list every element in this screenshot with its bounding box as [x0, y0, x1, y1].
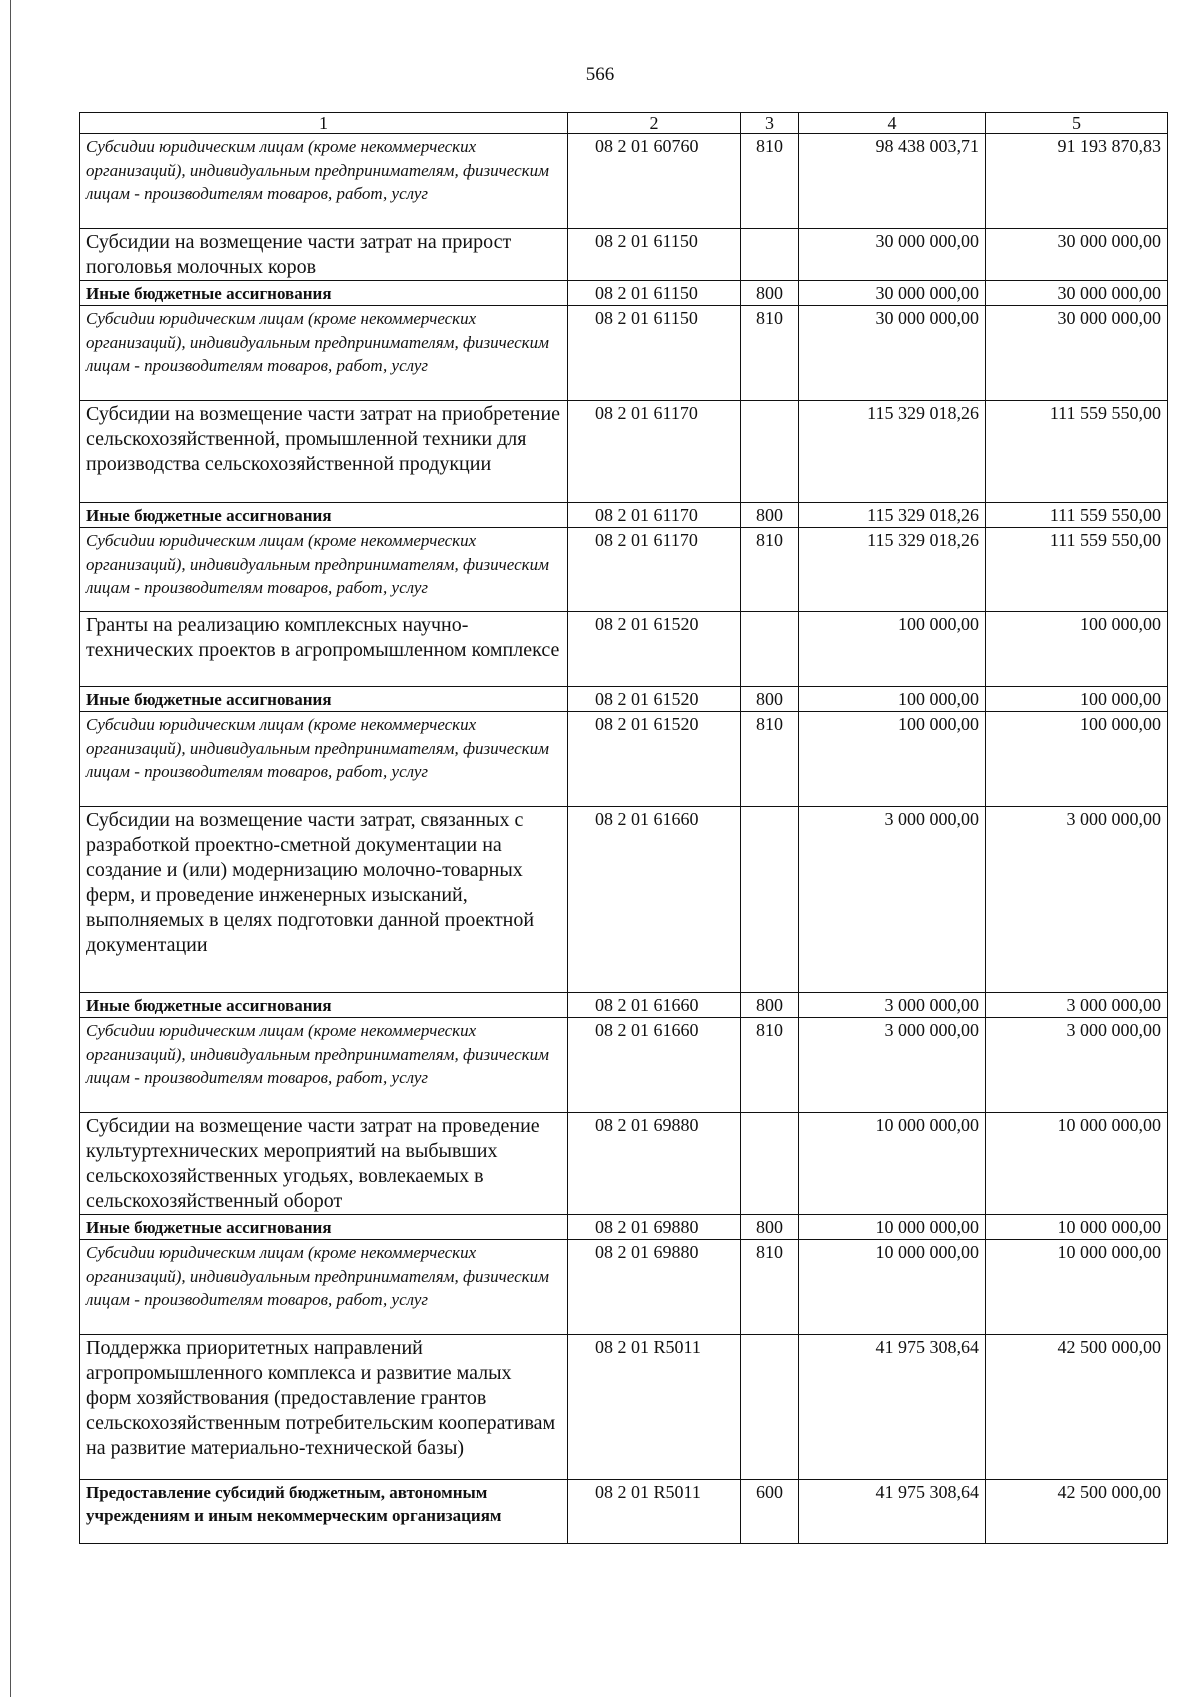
table-row [80, 503, 1168, 528]
budget-code: 08 2 01 61520 [568, 687, 741, 712]
table-row [80, 1215, 1168, 1240]
amount-year-1: 115 329 018,26 [799, 401, 986, 503]
table-row [80, 528, 1168, 612]
expense-type-code: 800 [741, 993, 799, 1018]
budget-code: 08 2 01 61170 [568, 528, 741, 612]
budget-code: 08 2 01 60760 [568, 134, 741, 229]
budget-code: 08 2 01 61150 [568, 281, 741, 306]
table-row [80, 807, 1168, 993]
amount-year-2: 111 559 550,00 [986, 401, 1168, 503]
expense-type-code: 810 [741, 1018, 799, 1113]
budget-item-name: Субсидии юридическим лицам (кроме некоммерческих организаций), индивидуальным предпринимателям, физическим лицам - производителям товаров, работ, услуг [80, 134, 568, 229]
table-row [80, 1335, 1168, 1480]
amount-year-2: 30 000 000,00 [986, 229, 1168, 281]
budget-code: 08 2 01 R5011 [568, 1480, 741, 1544]
table-row [80, 993, 1168, 1018]
budget-item-name: Субсидии на возмещение части затрат на проведение культуртехнических мероприятий на выбывших сельскохозяйственных угодьях, вовлекаемых в сельскохозяйственный оборот [80, 1113, 568, 1215]
budget-item-name: Поддержка приоритетных направлений агропромышленного комплекса и развитие малых форм хозяйствования (предоставление грантов сельскохозяйственным потребительским кооперативам на развитие материально-технической базы) [80, 1335, 568, 1480]
table-row [80, 306, 1168, 401]
table-row [80, 687, 1168, 712]
amount-year-2: 111 559 550,00 [986, 503, 1168, 528]
amount-year-1: 3 000 000,00 [799, 807, 986, 993]
budget-code: 08 2 01 61660 [568, 1018, 741, 1113]
expense-type-code [741, 229, 799, 281]
budget-code: 08 2 01 69880 [568, 1113, 741, 1215]
amount-year-2: 3 000 000,00 [986, 993, 1168, 1018]
amount-year-1: 41 975 308,64 [799, 1335, 986, 1480]
amount-year-2: 3 000 000,00 [986, 807, 1168, 993]
budget-item-name: Гранты на реализацию комплексных научно-технических проектов в агропромышленном комплексе [80, 612, 568, 687]
table-row [80, 1240, 1168, 1335]
budget-item-name: Субсидии на возмещение части затрат на приобретение сельскохозяйственной, промышленной техники для производства сельскохозяйственной продукции [80, 401, 568, 503]
budget-code: 08 2 01 61520 [568, 712, 741, 807]
amount-year-1: 41 975 308,64 [799, 1480, 986, 1544]
budget-item-name: Субсидии юридическим лицам (кроме некоммерческих организаций), индивидуальным предпринимателям, физическим лицам - производителям товаров, работ, услуг [80, 1240, 568, 1335]
budget-item-name: Субсидии юридическим лицам (кроме некоммерческих организаций), индивидуальным предпринимателям, физическим лицам - производителям товаров, работ, услуг [80, 1018, 568, 1113]
budget-code: 08 2 01 61170 [568, 401, 741, 503]
expense-type-code: 810 [741, 306, 799, 401]
amount-year-1: 115 329 018,26 [799, 503, 986, 528]
table-row [80, 1480, 1168, 1544]
expense-type-code: 810 [741, 712, 799, 807]
budget-code: 08 2 01 69880 [568, 1240, 741, 1335]
header-cell: 4 [799, 113, 986, 134]
budget-item-name: Иные бюджетные ассигнования [80, 993, 568, 1018]
budget-item-name: Субсидии на возмещение части затрат на прирост поголовья молочных коров [80, 229, 568, 281]
amount-year-2: 91 193 870,83 [986, 134, 1168, 229]
budget-code: 08 2 01 61150 [568, 229, 741, 281]
budget-code: 08 2 01 61660 [568, 993, 741, 1018]
expense-type-code [741, 401, 799, 503]
budget-code: 08 2 01 61520 [568, 612, 741, 687]
budget-code: 08 2 01 69880 [568, 1215, 741, 1240]
amount-year-1: 10 000 000,00 [799, 1240, 986, 1335]
amount-year-1: 100 000,00 [799, 712, 986, 807]
expense-type-code [741, 1113, 799, 1215]
amount-year-1: 30 000 000,00 [799, 306, 986, 401]
budget-code: 08 2 01 61170 [568, 503, 741, 528]
page-number: 566 [585, 64, 615, 85]
expense-type-code: 800 [741, 1215, 799, 1240]
amount-year-1: 115 329 018,26 [799, 528, 986, 612]
table-row [80, 712, 1168, 807]
amount-year-2: 3 000 000,00 [986, 1018, 1168, 1113]
amount-year-1: 10 000 000,00 [799, 1113, 986, 1215]
table-row [80, 401, 1168, 503]
table-row [80, 281, 1168, 306]
budget-item-name: Субсидии юридическим лицам (кроме некоммерческих организаций), индивидуальным предпринимателям, физическим лицам - производителям товаров, работ, услуг [80, 712, 568, 807]
budget-table-body [80, 113, 1168, 1544]
expense-type-code: 800 [741, 687, 799, 712]
amount-year-2: 100 000,00 [986, 712, 1168, 807]
budget-item-name: Субсидии на возмещение части затрат, связанных с разработкой проектно-сметной документации на создание и (или) модернизацию молочно-товарных ферм, и проведение инженерных изысканий, выполняемых в целях подготовки данной проектной документации [80, 807, 568, 993]
budget-item-name: Иные бюджетные ассигнования [80, 503, 568, 528]
budget-item-name: Субсидии юридическим лицам (кроме некоммерческих организаций), индивидуальным предпринимателям, физическим лицам - производителям товаров, работ, услуг [80, 528, 568, 612]
amount-year-1: 100 000,00 [799, 612, 986, 687]
header-cell: 2 [568, 113, 741, 134]
expense-type-code: 800 [741, 503, 799, 528]
expense-type-code [741, 612, 799, 687]
table-row [80, 1113, 1168, 1215]
amount-year-1: 3 000 000,00 [799, 993, 986, 1018]
table-row [80, 612, 1168, 687]
budget-code: 08 2 01 61150 [568, 306, 741, 401]
expense-type-code: 810 [741, 134, 799, 229]
amount-year-2: 10 000 000,00 [986, 1240, 1168, 1335]
amount-year-1: 30 000 000,00 [799, 229, 986, 281]
amount-year-2: 111 559 550,00 [986, 528, 1168, 612]
budget-item-name: Иные бюджетные ассигнования [80, 1215, 568, 1240]
amount-year-2: 30 000 000,00 [986, 306, 1168, 401]
amount-year-1: 3 000 000,00 [799, 1018, 986, 1113]
budget-item-name: Предоставление субсидий бюджетным, автономным учреждениям и иным некоммерческим организациям [80, 1480, 568, 1544]
budget-table [79, 112, 1168, 1544]
expense-type-code [741, 807, 799, 993]
amount-year-2: 100 000,00 [986, 612, 1168, 687]
expense-type-code: 810 [741, 528, 799, 612]
expense-type-code [741, 1335, 799, 1480]
amount-year-1: 98 438 003,71 [799, 134, 986, 229]
header-cell: 1 [80, 113, 568, 134]
table-row [80, 1018, 1168, 1113]
header-cell: 3 [741, 113, 799, 134]
budget-item-name: Иные бюджетные ассигнования [80, 281, 568, 306]
amount-year-2: 10 000 000,00 [986, 1113, 1168, 1215]
header-row [80, 113, 1168, 134]
amount-year-2: 42 500 000,00 [986, 1335, 1168, 1480]
expense-type-code: 800 [741, 281, 799, 306]
amount-year-2: 100 000,00 [986, 687, 1168, 712]
budget-item-name: Иные бюджетные ассигнования [80, 687, 568, 712]
budget-code: 08 2 01 R5011 [568, 1335, 741, 1480]
expense-type-code: 600 [741, 1480, 799, 1544]
amount-year-2: 10 000 000,00 [986, 1215, 1168, 1240]
amount-year-2: 30 000 000,00 [986, 281, 1168, 306]
amount-year-1: 100 000,00 [799, 687, 986, 712]
header-cell: 5 [986, 113, 1168, 134]
amount-year-2: 42 500 000,00 [986, 1480, 1168, 1544]
amount-year-1: 10 000 000,00 [799, 1215, 986, 1240]
table-row [80, 229, 1168, 281]
budget-code: 08 2 01 61660 [568, 807, 741, 993]
expense-type-code: 810 [741, 1240, 799, 1335]
budget-item-name: Субсидии юридическим лицам (кроме некоммерческих организаций), индивидуальным предпринимателям, физическим лицам - производителям товаров, работ, услуг [80, 306, 568, 401]
table-row [80, 134, 1168, 229]
amount-year-1: 30 000 000,00 [799, 281, 986, 306]
page-edge-line [10, 0, 11, 1697]
